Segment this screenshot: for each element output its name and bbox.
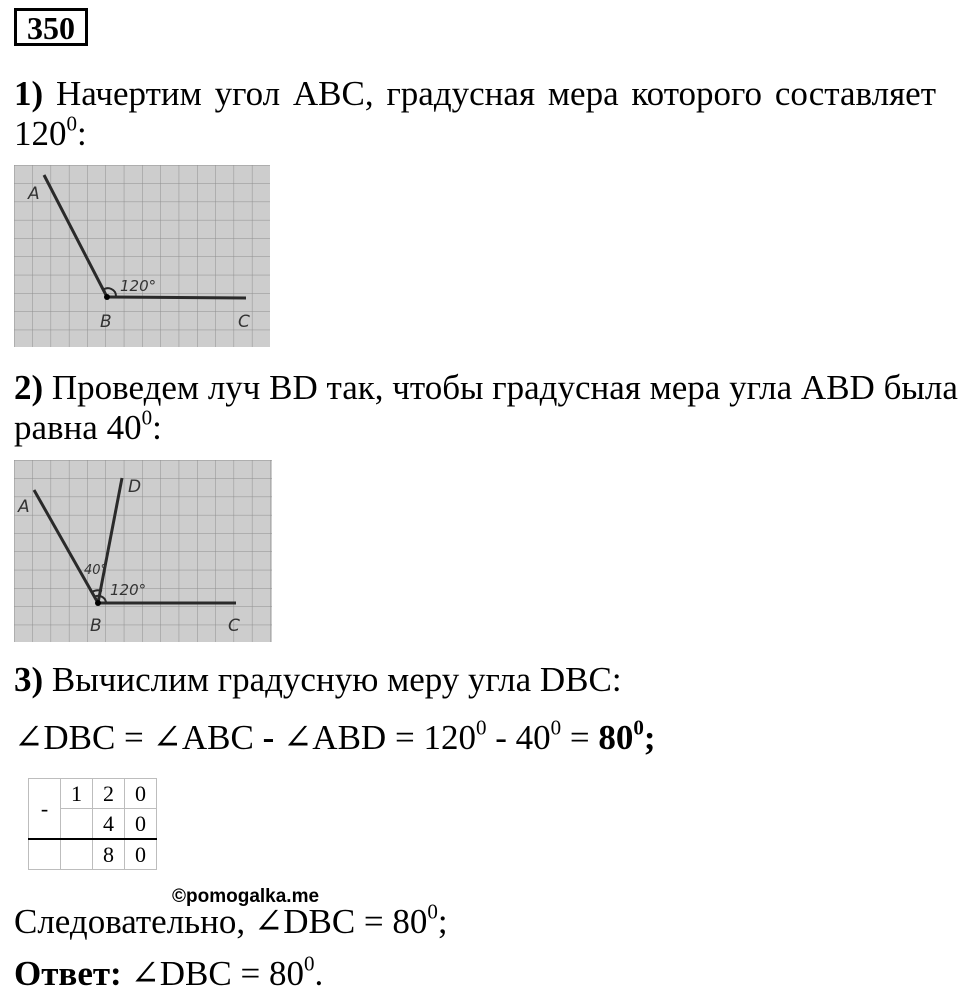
eq-semicolon: ; (643, 718, 656, 757)
cell: 4 (93, 809, 125, 840)
label-a: A (18, 497, 30, 517)
angle-abd-photo (14, 460, 272, 642)
eq-result: 80 (598, 718, 634, 757)
label-c: C (238, 312, 250, 332)
eq-degree-2: 0 (550, 715, 562, 740)
equation (14, 715, 656, 758)
step2-line1 (14, 368, 958, 408)
answer-text: ∠DBC = 80 (121, 954, 304, 993)
step1-degree: 0 (66, 111, 77, 136)
cell: 2 (93, 779, 125, 809)
step1-line2 (14, 111, 87, 154)
answer-end: . (314, 954, 324, 993)
label-angle-120: 120° (110, 581, 147, 599)
step1-value: 120 (14, 114, 67, 153)
subtraction-sign: - (29, 779, 61, 840)
subtraction-row-minuend (29, 779, 157, 809)
step1-text: Начертим угол ABC, градусная мера которого составляет (56, 74, 936, 113)
step2-colon: : (152, 408, 162, 447)
answer-label: Ответ: (14, 954, 122, 993)
cell: 1 (61, 779, 93, 809)
step3-line (14, 660, 622, 700)
step2-degree: 0 (141, 405, 153, 430)
label-angle-120: 120° (120, 277, 157, 295)
step3-text: Вычислим градусную меру угла DBC: (51, 660, 622, 699)
conclusion-degree: 0 (427, 899, 438, 924)
eq-minus: - (262, 718, 275, 757)
cell (61, 809, 93, 840)
step1-number: 1) (14, 74, 44, 113)
column-subtraction (28, 778, 157, 870)
answer (14, 951, 324, 994)
cell: 0 (125, 839, 157, 870)
cell: 0 (125, 779, 157, 809)
vertex-b (95, 600, 101, 606)
step1-colon: : (77, 114, 87, 153)
problem-number: 350 (14, 8, 88, 46)
label-c: C (228, 616, 240, 636)
eq-minus-40: - 40 (486, 718, 551, 757)
step3-number: 3) (14, 660, 44, 699)
step2-value: равна 40 (14, 408, 142, 447)
eq-left: ∠DBC = ∠ABC (14, 718, 263, 757)
conclusion (14, 899, 448, 942)
step2-text: Проведем луч BD так, чтобы градусная мера угла ABD была (51, 368, 958, 407)
subtraction-row-result (29, 839, 157, 870)
eq-mid: ∠ABD = 120 (274, 718, 476, 757)
cell: 0 (125, 809, 157, 840)
cell: 8 (93, 839, 125, 870)
eq-result-degree: 0 (633, 715, 644, 740)
label-a: A (28, 184, 40, 204)
step2-number: 2) (14, 368, 44, 407)
label-b: B (100, 312, 112, 332)
step1-line1 (14, 74, 936, 114)
vertex-b (104, 294, 110, 300)
angle-abc-photo (14, 165, 270, 347)
conclusion-end: ; (437, 902, 448, 941)
conclusion-text: Следовательно, ∠DBC = 80 (14, 902, 428, 941)
answer-degree: 0 (303, 951, 315, 976)
eq-degree-1: 0 (475, 715, 487, 740)
label-b: B (90, 616, 102, 636)
cell (61, 839, 93, 870)
watermark: ©pomogalka.me (172, 886, 320, 907)
label-angle-40: 40° (84, 563, 108, 578)
label-d: D (128, 477, 142, 497)
eq-equals: = (561, 718, 599, 757)
cell (29, 839, 61, 870)
ray-bc (107, 297, 246, 298)
step2-line2 (14, 405, 162, 448)
